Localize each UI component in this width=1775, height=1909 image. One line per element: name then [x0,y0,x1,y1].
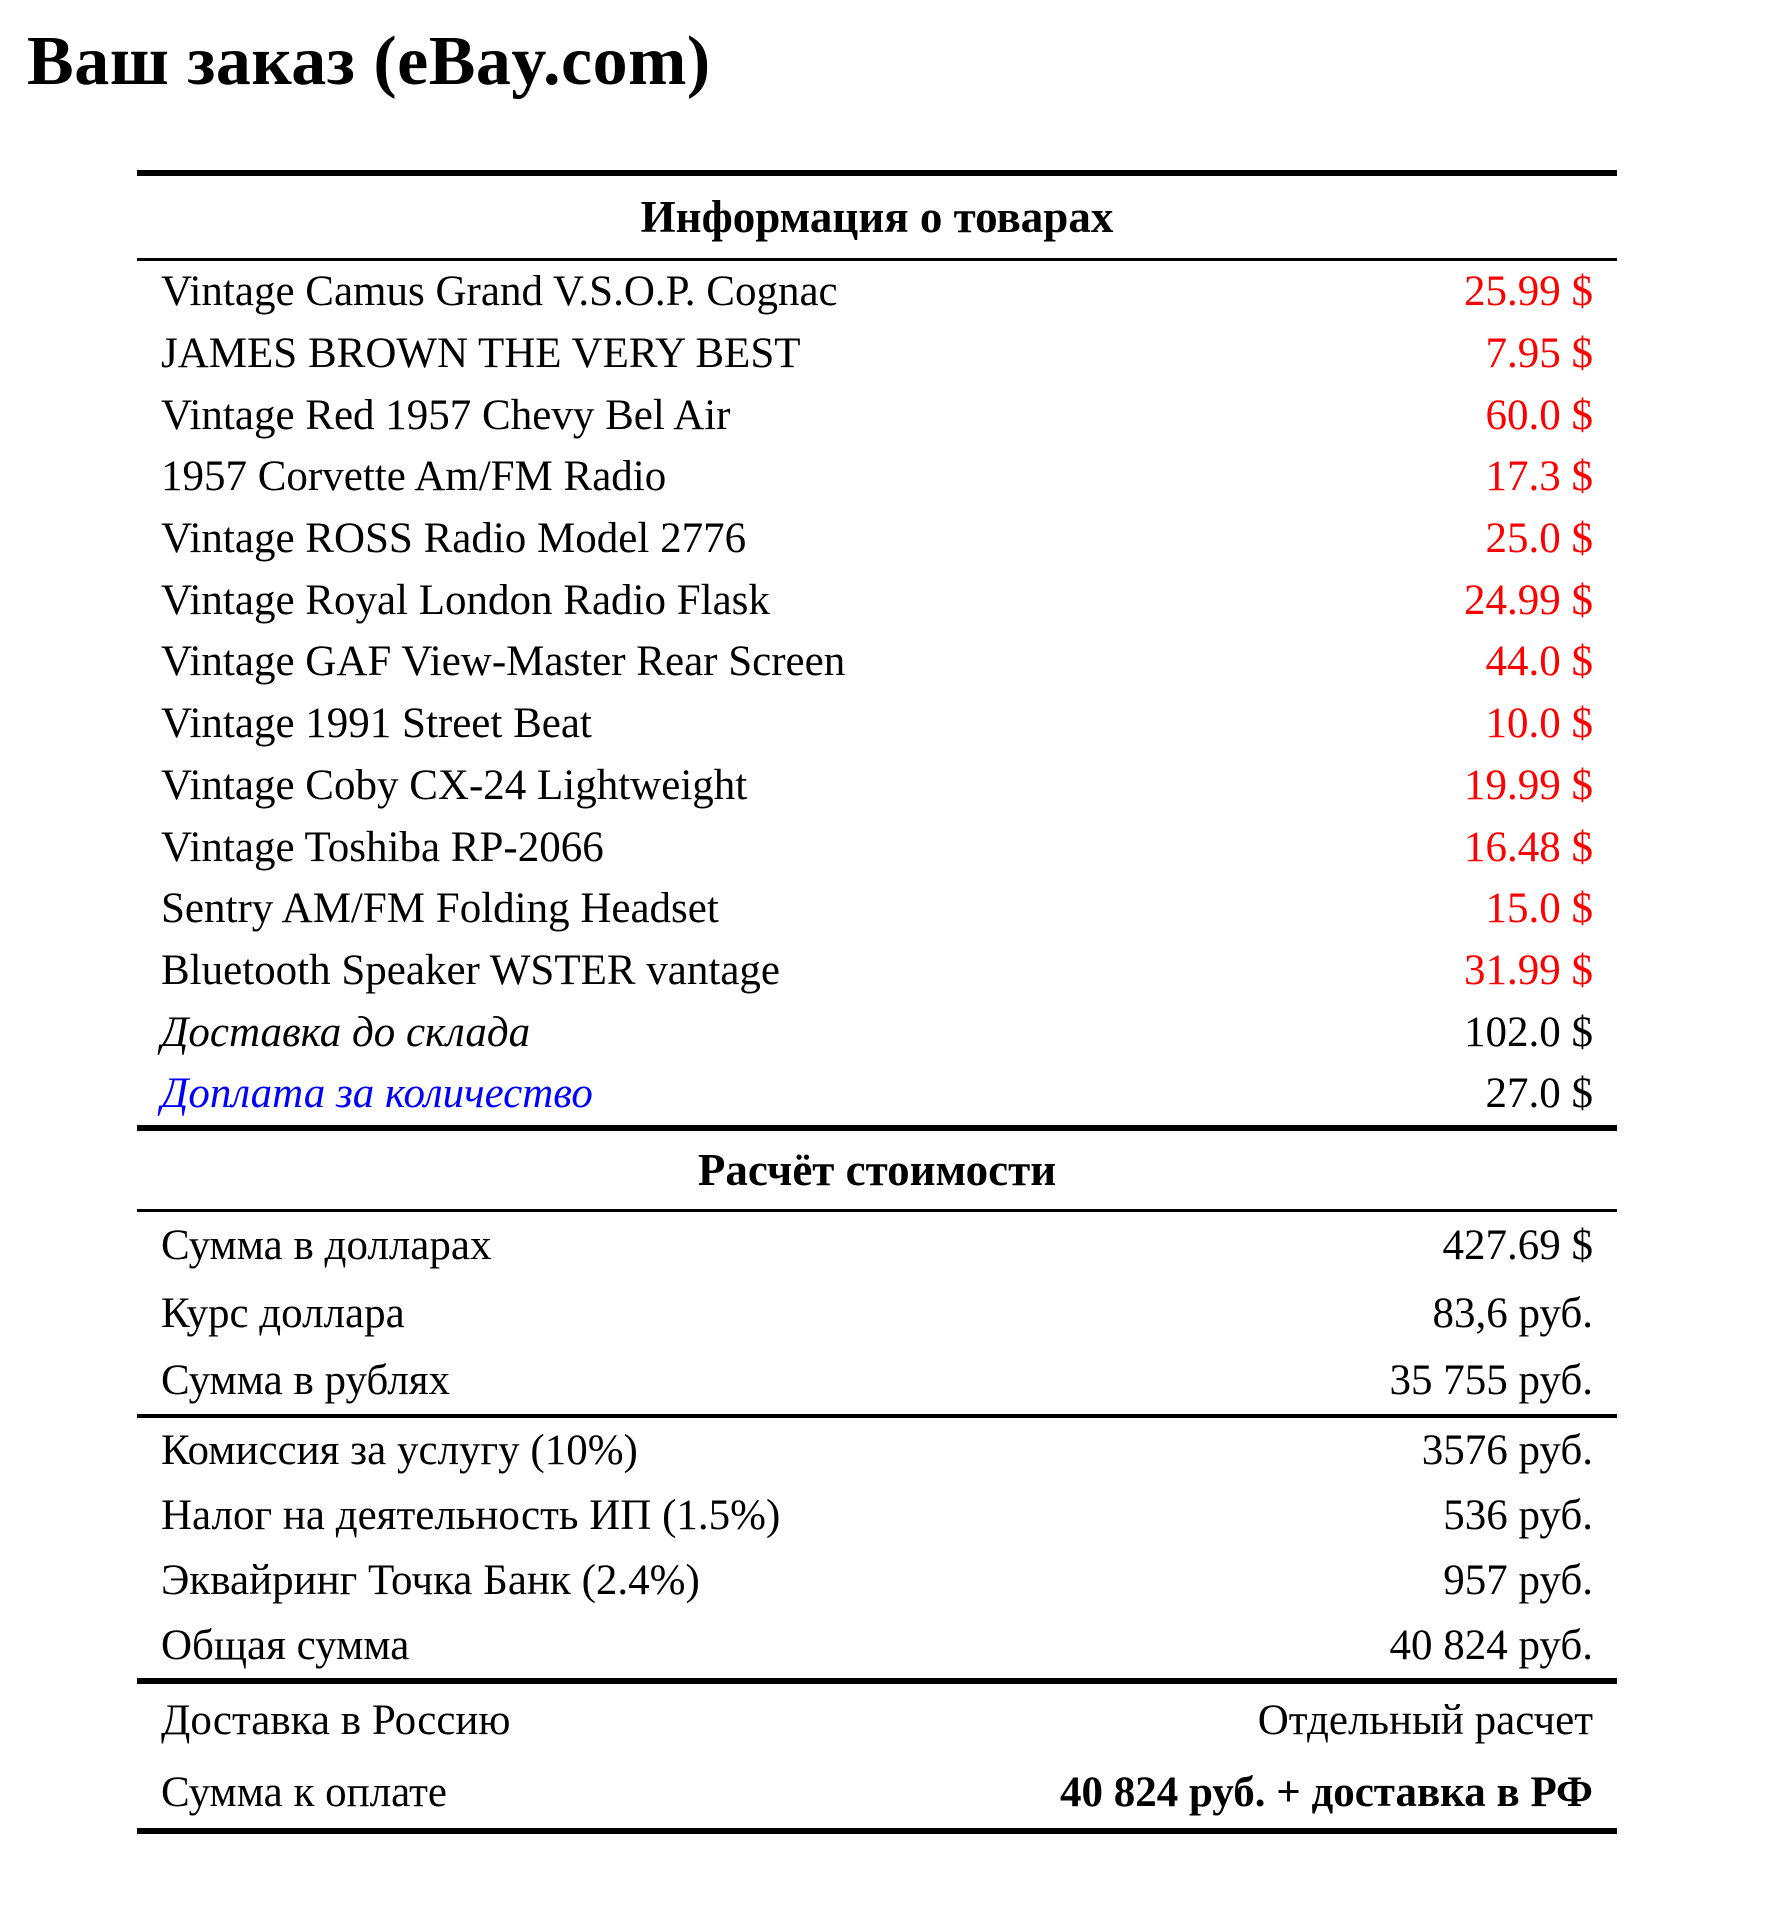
item-price: 25.99 $ [1464,268,1593,316]
calc-label: Сумма в рублях [161,1357,450,1405]
item-name: JAMES BROWN THE VERY BEST [161,330,801,378]
calc-value: 40 824 руб. + доставка в РФ [1059,1768,1593,1816]
calc-row [137,1418,1617,1483]
item-price: 16.48 $ [1464,823,1593,871]
item-price: 31.99 $ [1464,946,1593,994]
order-item-row [137,384,1617,446]
item-price: 44.0 $ [1485,638,1593,686]
item-name: Vintage Camus Grand V.S.O.P. Cognac [161,268,838,316]
calc-value: 83,6 руб. [1432,1289,1593,1337]
calc-value: 40 824 руб. [1389,1622,1593,1670]
order-table [137,170,1617,1834]
calc-value: 3576 руб. [1421,1427,1593,1475]
calc-label: Сумма в долларах [161,1221,492,1269]
order-item-row [137,693,1617,755]
calc-section-header: Расчёт стоимости [697,1144,1057,1195]
order-item-row [137,816,1617,878]
item-name: Vintage ROSS Radio Model 2776 [161,515,747,563]
item-price: 24.99 $ [1464,576,1593,624]
order-item-row [137,940,1617,1002]
item-name: Vintage 1991 Street Beat [161,700,592,748]
surcharge-link[interactable]: Доплата за количество [161,1070,593,1118]
calc-value: Отдельный расчет [1257,1696,1593,1744]
item-name: Vintage Coby CX-24 Lightweight [161,761,748,809]
item-name: Vintage Red 1957 Chevy Bel Air [161,391,731,439]
item-name: Sentry AM/FM Folding Headset [161,885,719,933]
item-price: 19.99 $ [1464,761,1593,809]
calc-label: Доставка в Россию [161,1696,511,1744]
order-item-row [137,1001,1617,1063]
calc-label: Общая сумма [161,1622,410,1670]
calc-value: 536 руб. [1443,1492,1593,1540]
calc-row [137,1756,1617,1828]
calc-label: Курс доллара [161,1289,405,1337]
calc-group-totals-usd [137,1212,1617,1415]
items-list [137,261,1617,1125]
calc-value: 427.69 $ [1442,1221,1593,1269]
calc-row [137,1548,1617,1613]
calc-label: Эквайринг Точка Банк (2.4%) [161,1557,700,1605]
order-item-row [137,261,1617,323]
item-name: Vintage Royal London Radio Flask [161,576,770,624]
item-price: 25.0 $ [1485,515,1593,563]
item-name: Vintage Toshiba RP-2066 [161,823,604,871]
calc-label: Сумма к оплате [161,1768,447,1816]
calc-row [137,1212,1617,1280]
page-title: Ваш заказ (eBay.com) [27,23,711,100]
item-price: 27.0 $ [1485,1070,1593,1118]
order-item-row [137,508,1617,570]
item-price: 17.3 $ [1485,453,1593,501]
order-item-row [137,878,1617,940]
calc-value: 35 755 руб. [1389,1357,1593,1405]
divider-bottom [137,1828,1617,1834]
calc-group-payment [137,1684,1617,1828]
calc-group-fees [137,1418,1617,1678]
item-price: 102.0 $ [1464,1008,1593,1056]
order-item-row [137,323,1617,385]
calc-row [137,1279,1617,1347]
item-name: Bluetooth Speaker WSTER vantage [161,946,780,994]
calc-value: 957 руб. [1443,1557,1593,1605]
order-item-row [137,446,1617,508]
items-section-header: Информация о товарах [640,192,1114,242]
item-price: 60.0 $ [1485,391,1593,439]
order-item-row [137,1063,1617,1125]
order-item-row [137,755,1617,817]
order-item-row [137,631,1617,693]
item-name: Vintage GAF View-Master Rear Screen [161,638,846,686]
item-price: 10.0 $ [1485,700,1593,748]
calc-row [137,1613,1617,1678]
calc-row [137,1483,1617,1548]
calc-label: Налог на деятельность ИП (1.5%) [161,1492,781,1540]
item-name: 1957 Corvette Am/FM Radio [161,453,667,501]
item-name: Доставка до склада [161,1008,531,1056]
item-price: 15.0 $ [1485,885,1593,933]
calc-row [137,1347,1617,1415]
calc-label: Комиссия за услугу (10%) [161,1427,638,1475]
item-price: 7.95 $ [1485,330,1593,378]
calc-row [137,1684,1617,1756]
order-item-row [137,569,1617,631]
